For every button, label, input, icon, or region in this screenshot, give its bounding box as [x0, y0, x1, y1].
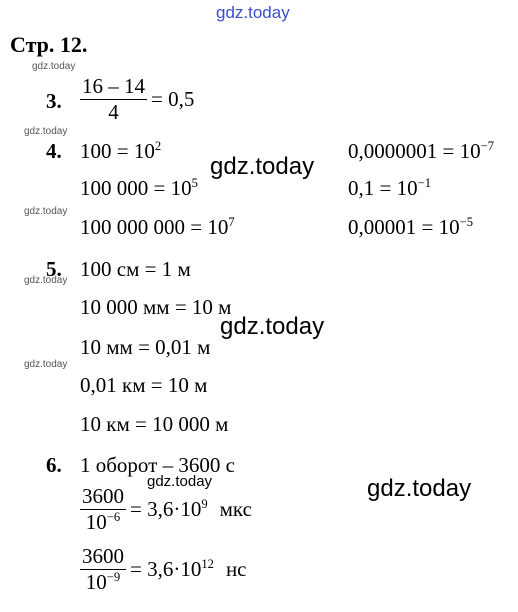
- power-equation: $0,0000001 = 10^{-7}$: [348, 138, 494, 163]
- watermark-small: gdz.today: [24, 126, 68, 137]
- power-equation: $100 = 10^2$: [80, 138, 162, 163]
- fraction-denominator: $10^{-6}$: [85, 509, 121, 534]
- power-equation: 100 $000 = 10^5$: [80, 175, 198, 200]
- unit-conversion: 10 мм = 0,01 м: [80, 335, 211, 359]
- power-equation: $0,1 = 10^{-1}$: [348, 175, 431, 200]
- fraction: [80, 546, 126, 593]
- unit-conversion: 10 км = 10 000 м: [80, 412, 229, 436]
- power-equation: 100 000 $000 = 10^7$: [80, 214, 235, 239]
- unit-label: мкс: [219, 497, 252, 521]
- fraction-denominator: $10^{-9}$: [85, 569, 121, 594]
- equation-rhs: = $3,6\cdot 10^9$: [130, 496, 208, 521]
- unit-conversion: 10 000 мм = 10 м: [80, 295, 232, 319]
- watermark-small: gdz.today: [24, 206, 68, 217]
- fraction-numerator: 16 – 14: [82, 74, 145, 98]
- fraction: [80, 76, 147, 123]
- task6-equation-1: [80, 486, 252, 533]
- unit-conversion: 100 см = 1 м: [80, 257, 191, 281]
- unit-conversion: 0,01 км = 10 м: [80, 373, 208, 397]
- fraction-numerator: 3600: [82, 484, 124, 508]
- task-number: 4.: [46, 139, 62, 163]
- watermark-big: gdz.today: [220, 313, 325, 340]
- task6-intro: 1 оборот – 3600 с: [80, 453, 235, 477]
- task6-equation-2: [80, 546, 247, 593]
- watermark-top: gdz.today: [216, 3, 290, 22]
- watermark-small: gdz.today: [24, 275, 68, 286]
- watermark-big: gdz.today: [210, 153, 315, 180]
- fraction-numerator: 3600: [82, 544, 124, 568]
- watermark-mid: gdz.today: [147, 473, 213, 490]
- task-number: 5.: [46, 257, 62, 281]
- power-equation: $0,00001 = 10^{-5}$: [348, 214, 473, 239]
- watermark-small: gdz.today: [32, 61, 76, 72]
- equation-rhs: = 0,5: [151, 87, 195, 111]
- task-number: 6.: [46, 453, 62, 477]
- task-number: 3.: [46, 89, 62, 113]
- equation-rhs: = $3,6\cdot 10^{12}$: [130, 556, 214, 581]
- watermark-big: gdz.today: [367, 475, 472, 502]
- page-title: Стр. 12.: [10, 32, 88, 57]
- fraction-denominator: 4: [108, 100, 119, 124]
- watermark-small: gdz.today: [24, 359, 68, 370]
- unit-label: нс: [225, 557, 247, 581]
- task3-equation: [80, 76, 194, 123]
- fraction: [80, 486, 126, 533]
